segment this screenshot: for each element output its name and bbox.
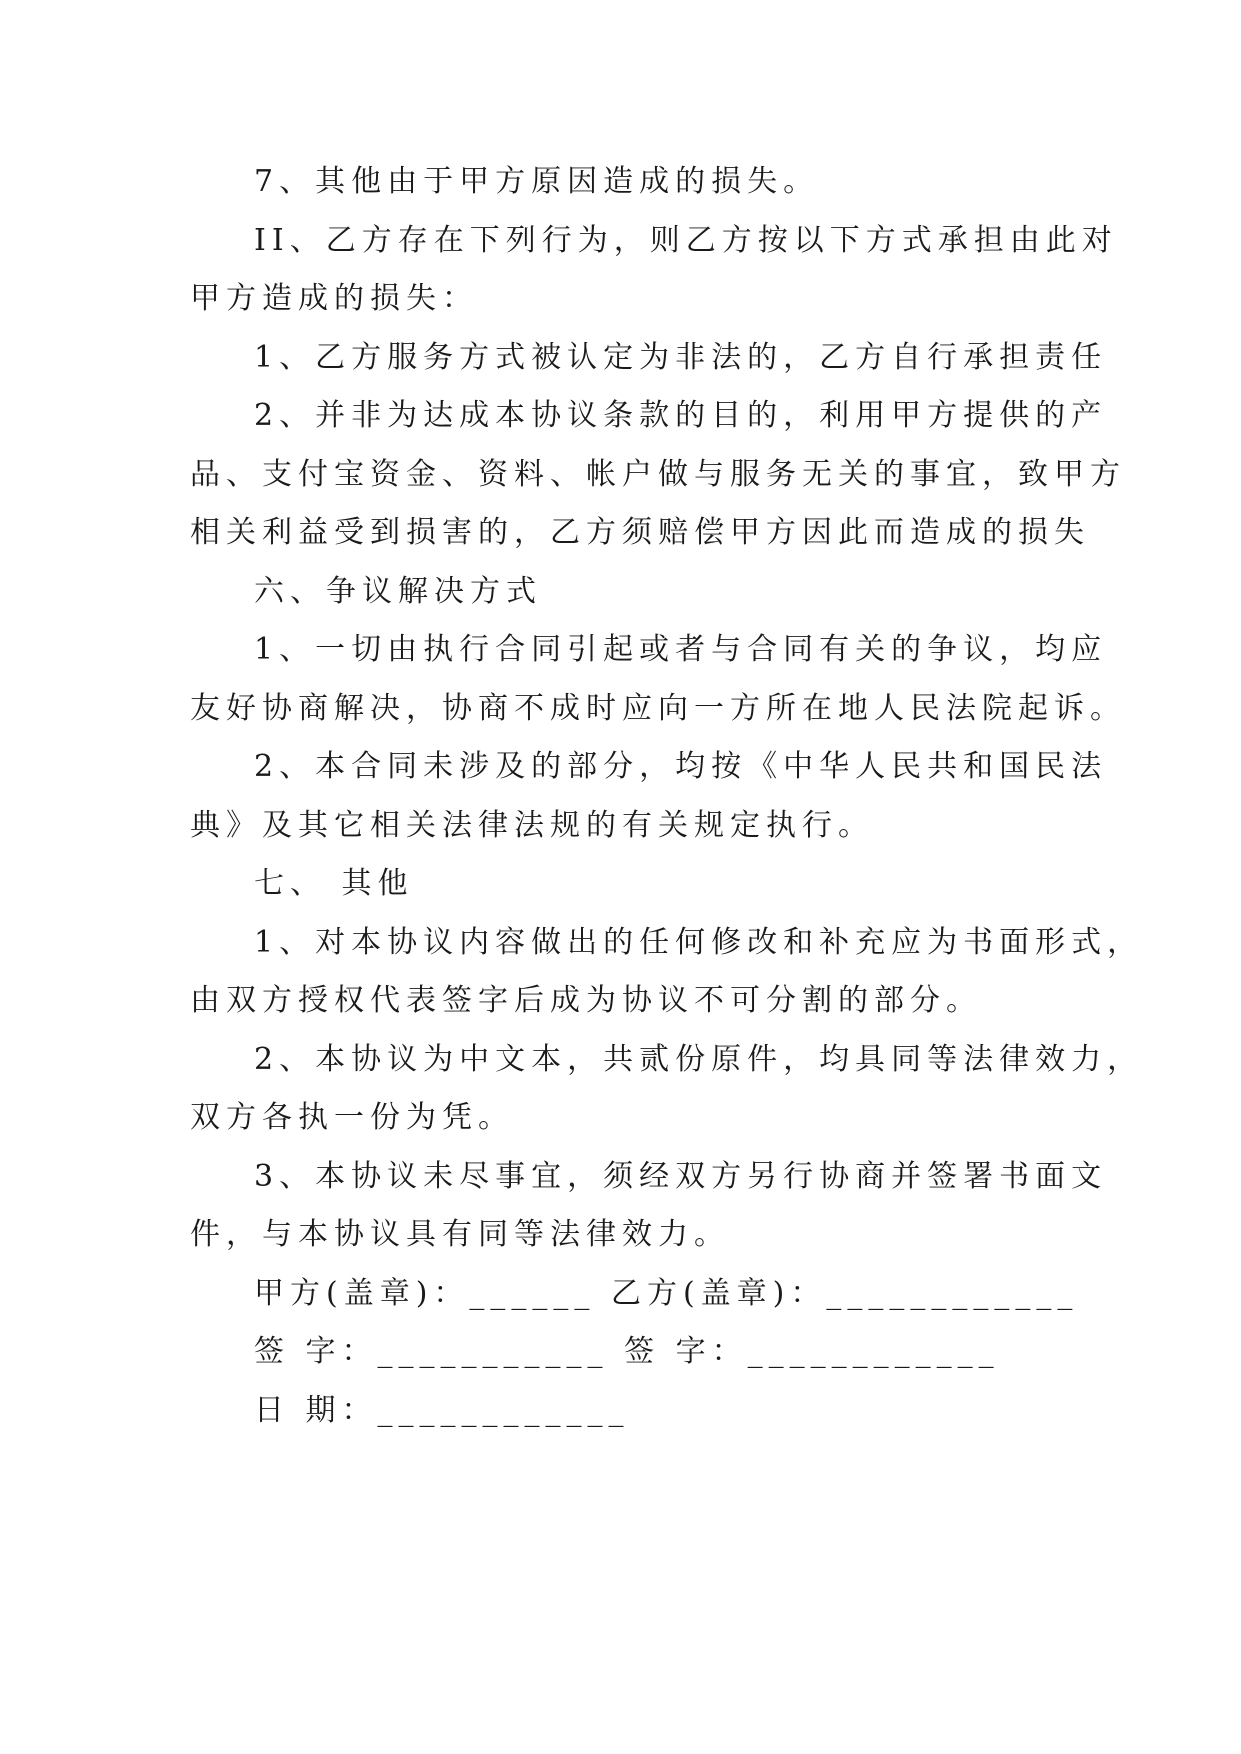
paragraph-line: 3、本协议未尽事宜，须经双方另行协商并签署书面文	[254, 1158, 1108, 1194]
paragraph-line: 典》及其它相关法律法规的有关规定执行。	[190, 807, 874, 843]
signature-seal-line: 甲方(盖章)：______ 乙方(盖章)：____________	[254, 1275, 1079, 1311]
paragraph-line: 友好协商解决，协商不成时应向一方所在地人民法院起诉。	[190, 690, 1126, 726]
paragraph-line: 双方各执一份为凭。	[190, 1100, 514, 1135]
paragraph-line: 相关利益受到损害的，乙方须赔偿甲方因此而造成的损失	[190, 515, 1090, 550]
paragraph-line: 品、支付宝资金、资料、帐户做与服务无关的事宜，致甲方	[190, 456, 1126, 492]
signature-name-line: 签 字：___________ 签 字：____________	[254, 1334, 1000, 1369]
paragraph-line: 2、本合同未涉及的部分，均按《中华人民共和国民法	[254, 749, 1108, 784]
paragraph-line: 1、乙方服务方式被认定为非法的，乙方自行承担责任	[254, 339, 1108, 375]
paragraph-line: 1、一切由执行合同引起或者与合同有关的争议，均应	[254, 632, 1108, 667]
section-heading: 七、 其他	[254, 866, 414, 901]
paragraph-line: 7、其他由于甲方原因造成的损失。	[254, 164, 820, 199]
paragraph-line: 件，与本协议具有同等法律效力。	[190, 1217, 730, 1252]
paragraph-line: 2、并非为达成本协议条款的目的，利用甲方提供的产	[254, 398, 1108, 433]
paragraph-line: 由双方授权代表签字后成为协议不可分割的部分。	[190, 983, 982, 1018]
paragraph-line: 1、对本协议内容做出的任何修改和补充应为书面形式，	[254, 924, 1144, 960]
document-body	[190, 153, 1144, 1440]
paragraph-line: 2、本协议为中文本，共贰份原件，均具同等法律效力，	[254, 1041, 1144, 1077]
signature-date-line: 日 期：____________	[254, 1392, 630, 1428]
section-heading: 六、争议解决方式	[254, 573, 542, 609]
paragraph-line: 甲方造成的损失：	[190, 281, 478, 316]
paragraph-line: II、乙方存在下列行为，则乙方按以下方式承担由此对	[254, 222, 1118, 258]
